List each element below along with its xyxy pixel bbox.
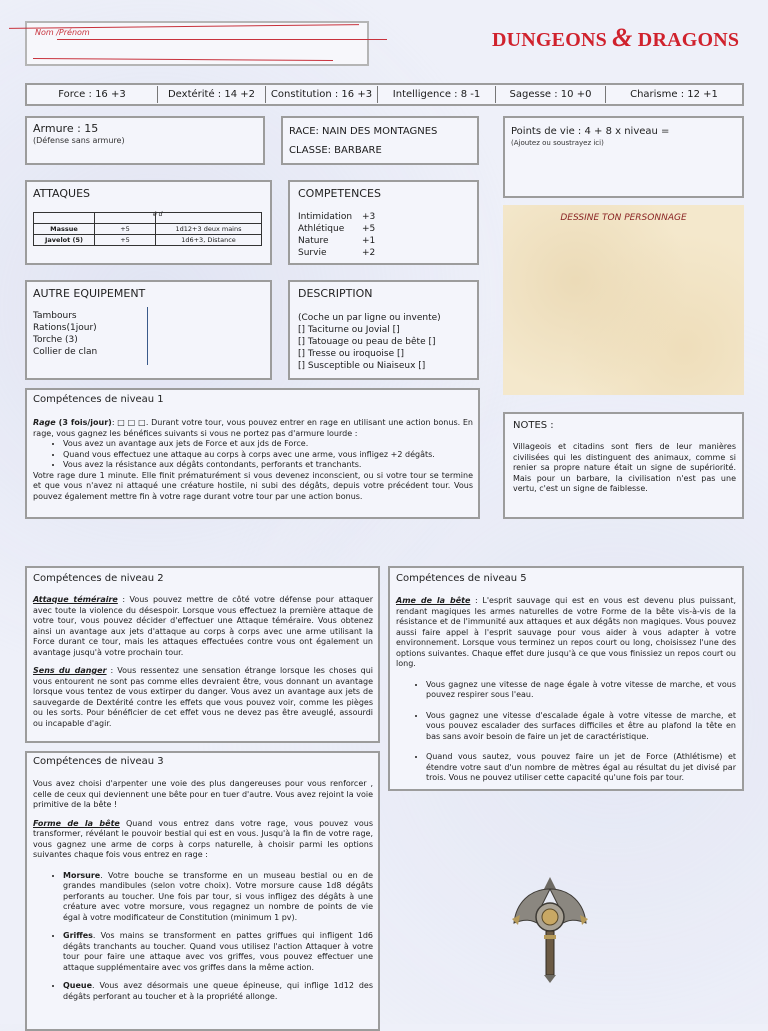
skill-value: +3 — [362, 212, 376, 222]
option-name: Queue — [63, 981, 93, 990]
armor-box — [25, 116, 265, 165]
notes-text: Villageois et citadins sont fiers de leur manières civilisées qui les distinguent des animaux, comme si renier sa propre nature était un signe de supériorité. Mais pour un barbare, la civilisation n'est pas une vertu, c'est un signe de faiblesse. — [513, 442, 736, 493]
list-item: • Vous gagnez une vitesse d'escalade égale à votre vitesse de marche, et vous pouvez escalader des surfaces difficiles et être au plafond la tête en bas sans avoir besoin de faire un jet de caractéristique. — [426, 711, 736, 743]
table-row — [34, 213, 262, 224]
attacks-header-note: é d — [153, 211, 163, 218]
character-drawing-area[interactable] — [503, 205, 744, 395]
skills-title: COMPETENCES — [298, 187, 381, 200]
dnd-logo — [492, 23, 739, 53]
axe-handle-band — [544, 935, 556, 939]
race-label: RACE: NAIN DES MONTAGNES — [289, 126, 438, 137]
level-1-box — [25, 388, 480, 519]
equipment-box — [25, 280, 272, 380]
level-1-title: Compétences de niveau 1 — [33, 394, 164, 405]
notes-box — [503, 412, 744, 519]
hit-points-box — [503, 116, 744, 198]
description-choice[interactable]: [] Tatouage ou peau de bête [] — [298, 337, 436, 347]
level-5-title: Compétences de niveau 5 — [396, 573, 527, 584]
level-3-title: Compétences de niveau 3 — [33, 756, 164, 767]
description-title: DESCRIPTION — [298, 287, 373, 300]
rage-paragraph — [33, 418, 473, 439]
beast-form-paragraph — [33, 819, 373, 861]
list-item: • Quand vous sautez, vous pouvez faire un jet de Force (Athlétisme) et étendre votre saut d'un nombre de mètres égal au résultat du jet divisé par trois. Vous ne pouvez utiliser cette capacité qu'une fois par tour. — [426, 752, 736, 784]
danger-sense-name: Sens du danger — [33, 666, 107, 675]
red-rule-top — [9, 24, 359, 29]
skill-value: +2 — [362, 248, 376, 258]
drawing-label: DESSINE TON PERSONNAGE — [560, 213, 687, 223]
level-3-intro: Vous avez choisi d'arpenter une voie des plus dangereuses pour vous renforcer , celle de ceux qui deviennent une bête pour en tuer d'autre. Vous avez rejoint la voie primitive de la bête ! — [33, 779, 373, 809]
beast-form-text: Quand vous entrez dans votre rage, vous pouvez vous transformer, révélant le pouvoir bestial qui est en vous. Jusqu'à la fin de votre rage, vous gagnez une arme de corps à corps naturelle, à choisir parmi les options suivantes chaque fois vous entrez en rage : — [33, 818, 373, 859]
name-input[interactable] — [30, 36, 364, 52]
stat-charisme: Charisme : 12 +1 — [605, 86, 742, 103]
level-1-body — [33, 418, 473, 502]
level-5-box — [388, 566, 744, 791]
attacks-title: ATTAQUES — [33, 187, 91, 200]
list-item: • Vous avez un avantage aux jets de Force et aux jds de Force. — [63, 439, 473, 450]
option-text: . Vous avez désormais une queue épineuse, qui inflige 1d12 des dégâts perforant au toucher et à la propriété allonge. — [63, 981, 373, 1001]
hp-note: (Ajoutez ou soustrayez ici) — [511, 139, 604, 147]
description-options — [298, 312, 441, 372]
skill-name: Survie — [298, 248, 327, 258]
beast-soul-options — [396, 680, 736, 784]
attack-damage — [156, 224, 262, 235]
hp-title: Points de vie : 4 + 8 x niveau = — [511, 126, 670, 137]
attack-damage-note: Distance — [207, 236, 236, 244]
race-class-box — [281, 116, 479, 165]
rage-uses: (3 fois/jour) — [55, 418, 112, 427]
description-box — [288, 280, 479, 380]
stat-dexterite: Dextérité : 14 +2 — [157, 86, 265, 103]
level-2-box — [25, 566, 380, 743]
stat-constitution: Constitution : 16 +3 — [265, 86, 377, 103]
battle-axe-emblem-icon — [510, 875, 590, 985]
ability-scores-bar — [25, 83, 744, 106]
list-item — [63, 981, 373, 1002]
red-rule-bottom — [33, 58, 333, 61]
option-name: Griffes — [63, 931, 93, 940]
level-2-title: Compétences de niveau 2 — [33, 573, 164, 584]
table-row — [34, 224, 262, 235]
equipment-list — [33, 310, 97, 358]
attacks-table — [33, 212, 262, 246]
axe-pommel — [544, 975, 556, 983]
table-row — [34, 235, 262, 246]
equipment-item: Collier de clan — [33, 347, 98, 357]
beast-soul-name: Ame de la bête — [396, 596, 471, 605]
battle-axe-emblem-icon — [510, 875, 590, 985]
stat-force: Force : 16 +3 — [58, 89, 126, 100]
logo-text-right: DRAGONS — [637, 29, 740, 51]
skill-name: Athlétique — [298, 224, 345, 234]
attack-damage-note: deux mains — [203, 225, 242, 233]
level-5-body — [396, 596, 736, 784]
skills-box — [288, 180, 479, 265]
attack-damage-value: 1d6+3, — [181, 236, 206, 244]
skill-value: +5 — [362, 224, 376, 234]
logo-ampersand: & — [612, 23, 633, 52]
level-2-body — [33, 595, 373, 729]
attack-name: Massue — [34, 224, 95, 235]
description-choice[interactable]: [] Taciturne ou Jovial [] — [298, 325, 400, 335]
list-item — [63, 931, 373, 973]
rage-benefits — [33, 439, 473, 471]
beast-form-name: Forme de la bête — [33, 818, 120, 828]
armor-title: Armure : 15 — [33, 122, 99, 135]
beast-form-options — [33, 871, 373, 1003]
notes-title: NOTES : — [513, 420, 554, 431]
rage-outro: Votre rage dure 1 minute. Elle finit prématurément si vous devenez inconscient, ou si votre tour se termine et que vous n'avez ni attaqué une créature hostile, ni subi des dégâts, depuis votre précédent tour. Vous pouvez également mettre fin à votre rage durant votre tour par une action bonus. — [33, 470, 473, 501]
rage-intro: : □ □ □. Durant votre tour, vous pouvez entrer en rage en utilisant une action bonus. En rage, vous gagnez les bénéfices suivants si vous ne portez pas d'armure lourde : — [33, 418, 473, 438]
description-choice[interactable]: [] Tresse ou iroquoise [] — [298, 349, 404, 359]
list-item: • Vous gagnez une vitesse de nage égale à votre vitesse de marche, et vous pouvez respirer sous l'eau. — [426, 680, 736, 701]
reckless-attack-text: : Vous pouvez mettre de côté votre défense pour attaquer avec toute la violence du désespoir. Lorsque vous effectuez la première attaque de votre tour, vous pouvez décider d'effectuer une Attaque téméraire. Vous obtenez ainsi un avantage aux jets d'attaque au corps à corps avec une arme utilisant la Force durant ce tour, mais les attaques effectuées contre vous ont également un avantage jusqu'à votre prochain tour. — [33, 595, 373, 657]
class-label: CLASSE: BARBARE — [289, 145, 382, 156]
attack-bonus: +5 — [95, 224, 156, 235]
attack-name: Javelot (5) — [34, 235, 95, 246]
option-name: Morsure — [63, 870, 101, 880]
equipment-title: AUTRE EQUIPEMENT — [33, 287, 146, 300]
danger-sense-text: : Vous ressentez une sensation étrange lorsque les choses qui vous entourent ne sont pas comme elles devraient être, vous donnant un avantage lorsque vous tentez de vous extirper du danger. Vous avez un avantage aux jets de sauvegarde de Dextérité contre les effets que vous pouvez voir, comme les pièges ou les sorts. Pour bénéficier de cet effet vous ne devez pas être aveuglé, assourdi ou incapable d'agir. — [33, 666, 373, 728]
option-text: . Votre bouche se transforme en un museau bestial ou en de grandes mandibules (selon votre choix). Votre morsure cause 1d8 dégâts perforants au toucher. Une fois par tour, si vous infligez des dégâts à une créature avec votre morsure, vous regagnez un nombre de points de vie égal à votre modificateur de Constitution (minimum 1 pv). — [63, 870, 373, 922]
level-3-body — [33, 779, 373, 1002]
list-item — [63, 871, 373, 924]
axe-boss-gem — [542, 909, 558, 925]
skill-name: Nature — [298, 236, 329, 246]
skill-value: +1 — [362, 236, 376, 246]
description-instruction: (Coche un par ligne ou invente) — [298, 313, 441, 323]
equipment-divider — [147, 307, 148, 365]
equipment-item: Tambours — [33, 311, 77, 321]
stat-sagesse: Sagesse : 10 +0 — [495, 86, 605, 103]
logo-text-left: DUNGEONS — [492, 29, 607, 51]
armor-note: (Défense sans armure) — [33, 136, 125, 145]
list-item: • Vous avez la résistance aux dégâts contondants, perforants et tranchants. — [63, 460, 473, 471]
level-3-box — [25, 751, 380, 1031]
skill-name: Intimidation — [298, 212, 353, 222]
axe-spike-top — [544, 877, 556, 889]
equipment-item: Rations(1jour) — [33, 323, 97, 333]
beast-soul-text: : L'esprit sauvage qui est en vous est devenu plus puissant, rendant magiques les armes naturelles de votre Forme de la bête vis-à-vis de la résistance et de l'immunité aux attaques et aux dégâts non magiques. Vous pouvez aussi faire appel à l'esprit sauvage pour vous aider à vous adapter à votre environnement. Lorsque vous terminez un repos court ou long, choisissez l'une des options suivantes. Chaque effet dure jusqu'à ce que vous finissiez un repos court ou long. — [396, 596, 736, 668]
name-label: Nom /Prénom — [35, 28, 90, 37]
danger-sense-paragraph — [33, 666, 373, 729]
attack-damage — [156, 235, 262, 246]
description-choice[interactable]: [] Susceptible ou Niaiseux [] — [298, 361, 426, 371]
attack-bonus: +5 — [95, 235, 156, 246]
option-text: . Vos mains se transforment en pattes griffues qui infligent 1d6 dégâts tranchants au toucher. Quand vous utilisez l'action Attaquer à votre tour pour faire une attaque avec vos griffes, vous pouvez effectuer une attaque supplémentaire avec vos griffes dans la même action. — [63, 931, 373, 972]
attack-damage-value: 1d12+3 — [175, 225, 202, 233]
rage-name: Rage — [33, 418, 56, 427]
list-item: • Quand vous effectuez une attaque au corps à corps avec une arme, vous infligez +2 dégâts. — [63, 450, 473, 461]
reckless-attack-paragraph — [33, 595, 373, 658]
stat-intelligence: Intelligence : 8 -1 — [377, 86, 495, 103]
reckless-attack-name: Attaque téméraire — [33, 595, 118, 604]
equipment-item: Torche (3) — [33, 335, 78, 345]
beast-soul-paragraph — [396, 596, 736, 670]
